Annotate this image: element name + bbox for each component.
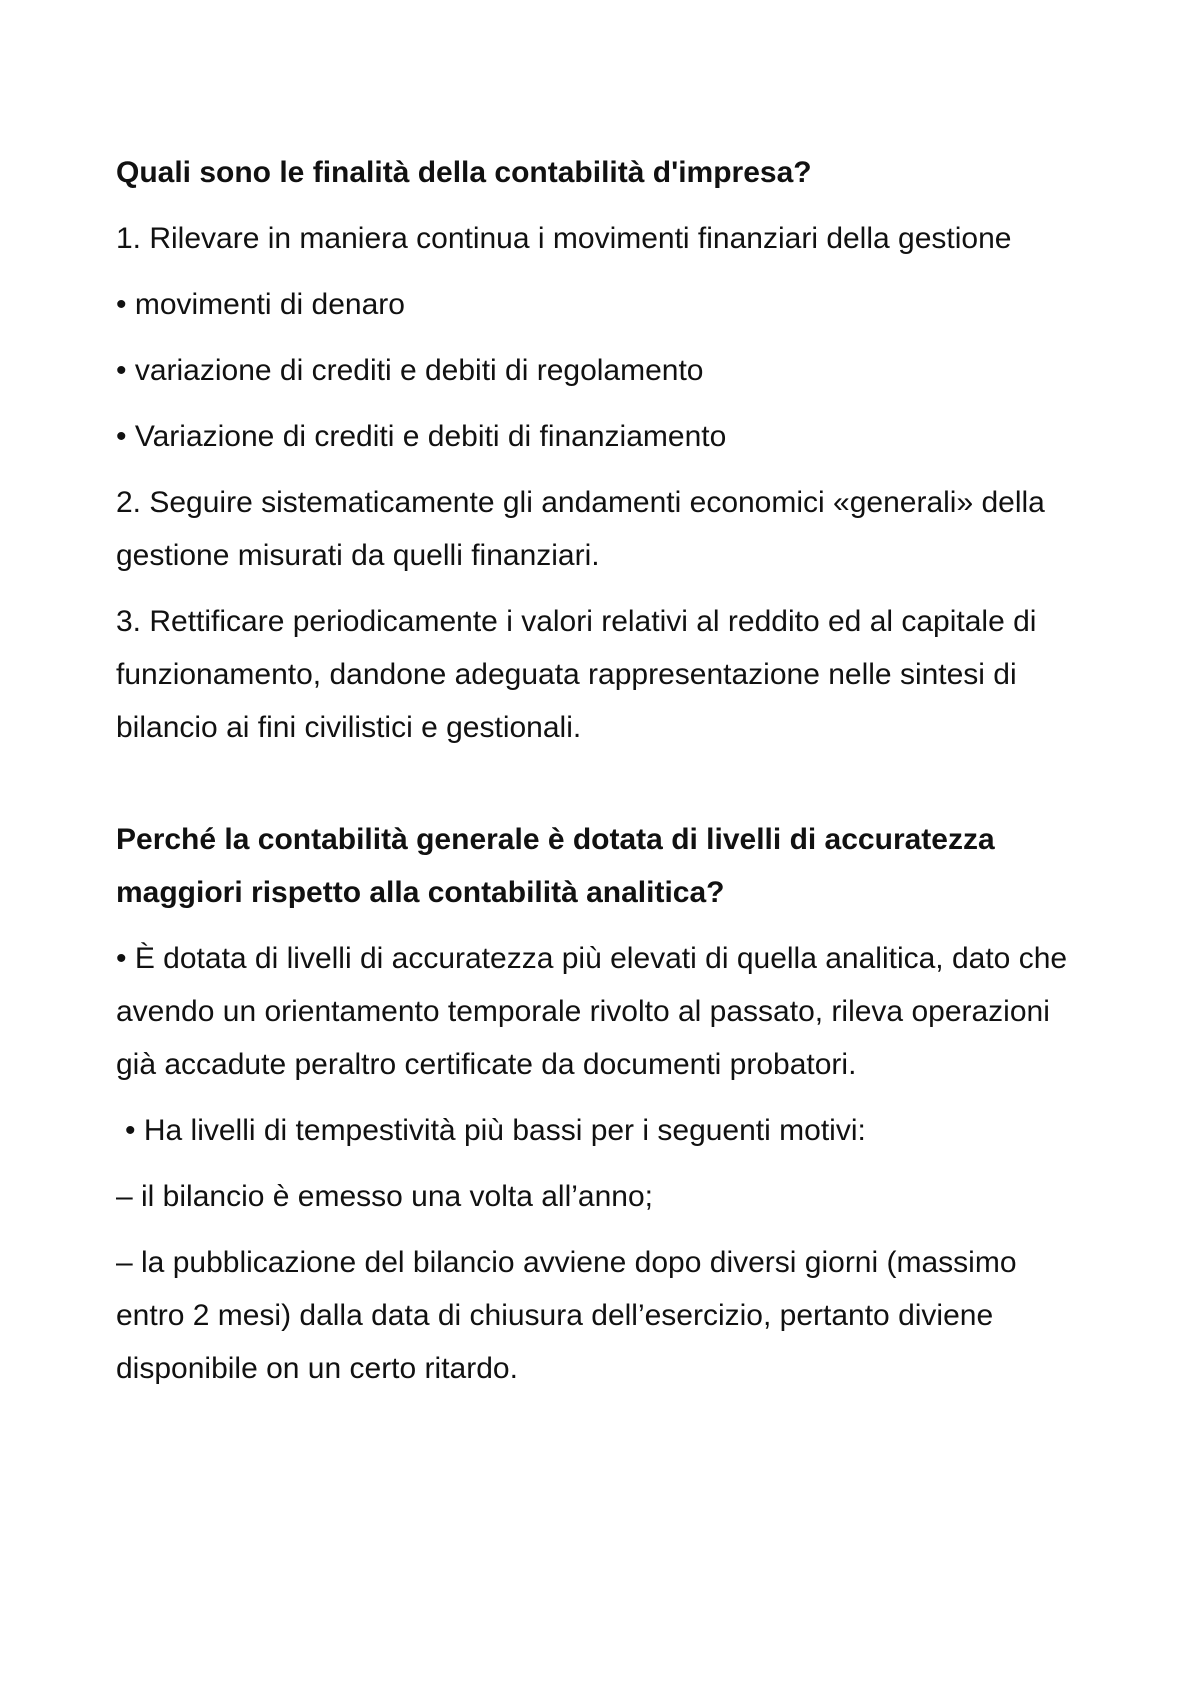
section-heading: Quali sono le finalità della contabilità d'impresa? — [116, 156, 812, 189]
bullet-item: • Ha livelli di tempestività più bassi per i seguenti motivi: — [125, 1114, 866, 1147]
section-accuratezza — [116, 813, 1076, 1395]
document-content — [116, 146, 1076, 1408]
dash-item: – la pubblicazione del bilancio avviene dopo diversi giorni (massimo entro 2 mesi) dalla data di chiusura dell’esercizio, pertanto diviene disponibile on un certo ritardo. — [116, 1246, 1017, 1385]
section-heading: Perché la contabilità generale è dotata di livelli di accuratezza maggiori rispetto alla contabilità analitica? — [116, 823, 995, 909]
bullet-item: • È dotata di livelli di accuratezza più elevati di quella analitica, dato che avendo un orientamento temporale rivolto al passato, rileva operazioni già accadute peraltro certificate da documenti probatori. — [116, 942, 1068, 1081]
bullet-item: • movimenti di denaro — [116, 288, 405, 321]
bullet-item: • variazione di crediti e debiti di regolamento — [116, 354, 704, 387]
dash-item: – il bilancio è emesso una volta all’anno; — [116, 1180, 653, 1213]
numbered-item: 3. Rettificare periodicamente i valori relativi al reddito ed al capitale di funzionamento, dandone adeguata rappresentazione nelle sintesi di bilancio ai fini civilistici e gestionali. — [116, 605, 1037, 744]
numbered-item: 1. Rilevare in maniera continua i movimenti finanziari della gestione — [116, 222, 1012, 255]
section-finalita — [116, 146, 1076, 754]
bullet-item: • Variazione di crediti e debiti di finanziamento — [116, 420, 727, 453]
numbered-item: 2. Seguire sistematicamente gli andamenti economici «generali» della gestione misurati da quelli finanziari. — [116, 486, 1045, 572]
